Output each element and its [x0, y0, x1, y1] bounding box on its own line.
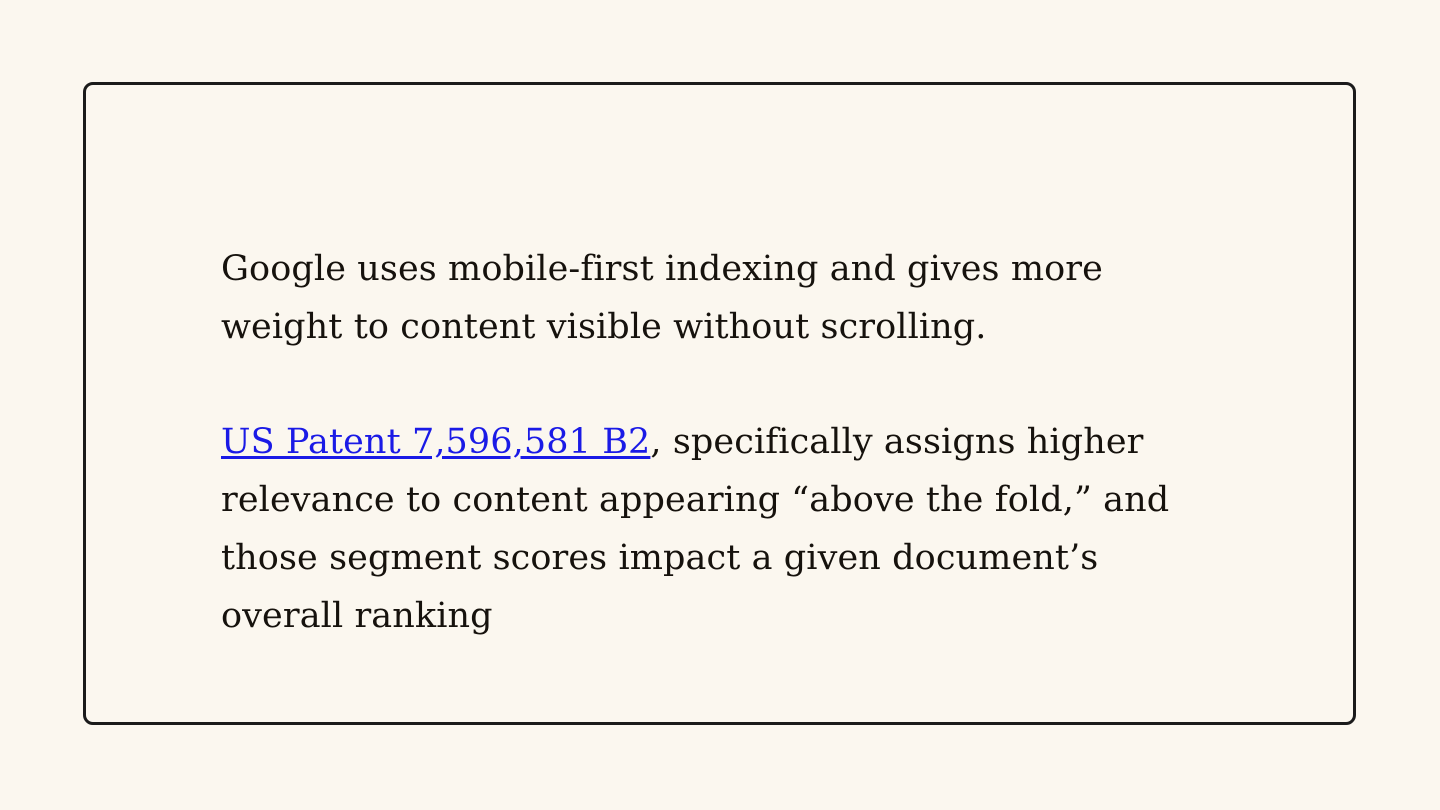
paragraph-second-rest: , specifically assigns higher relevance to content appearing “above the fold,” and those segment scores impact a given document’s overall ranking	[221, 422, 1170, 636]
paragraph-first: Google uses mobile-first indexing and gives more weight to content visible without scrolling.	[221, 249, 1103, 347]
paragraph-second	[221, 413, 1211, 645]
content-card	[83, 82, 1356, 725]
patent-link[interactable]: US Patent 7,596,581 B2	[221, 422, 651, 462]
text-block	[221, 240, 1211, 645]
